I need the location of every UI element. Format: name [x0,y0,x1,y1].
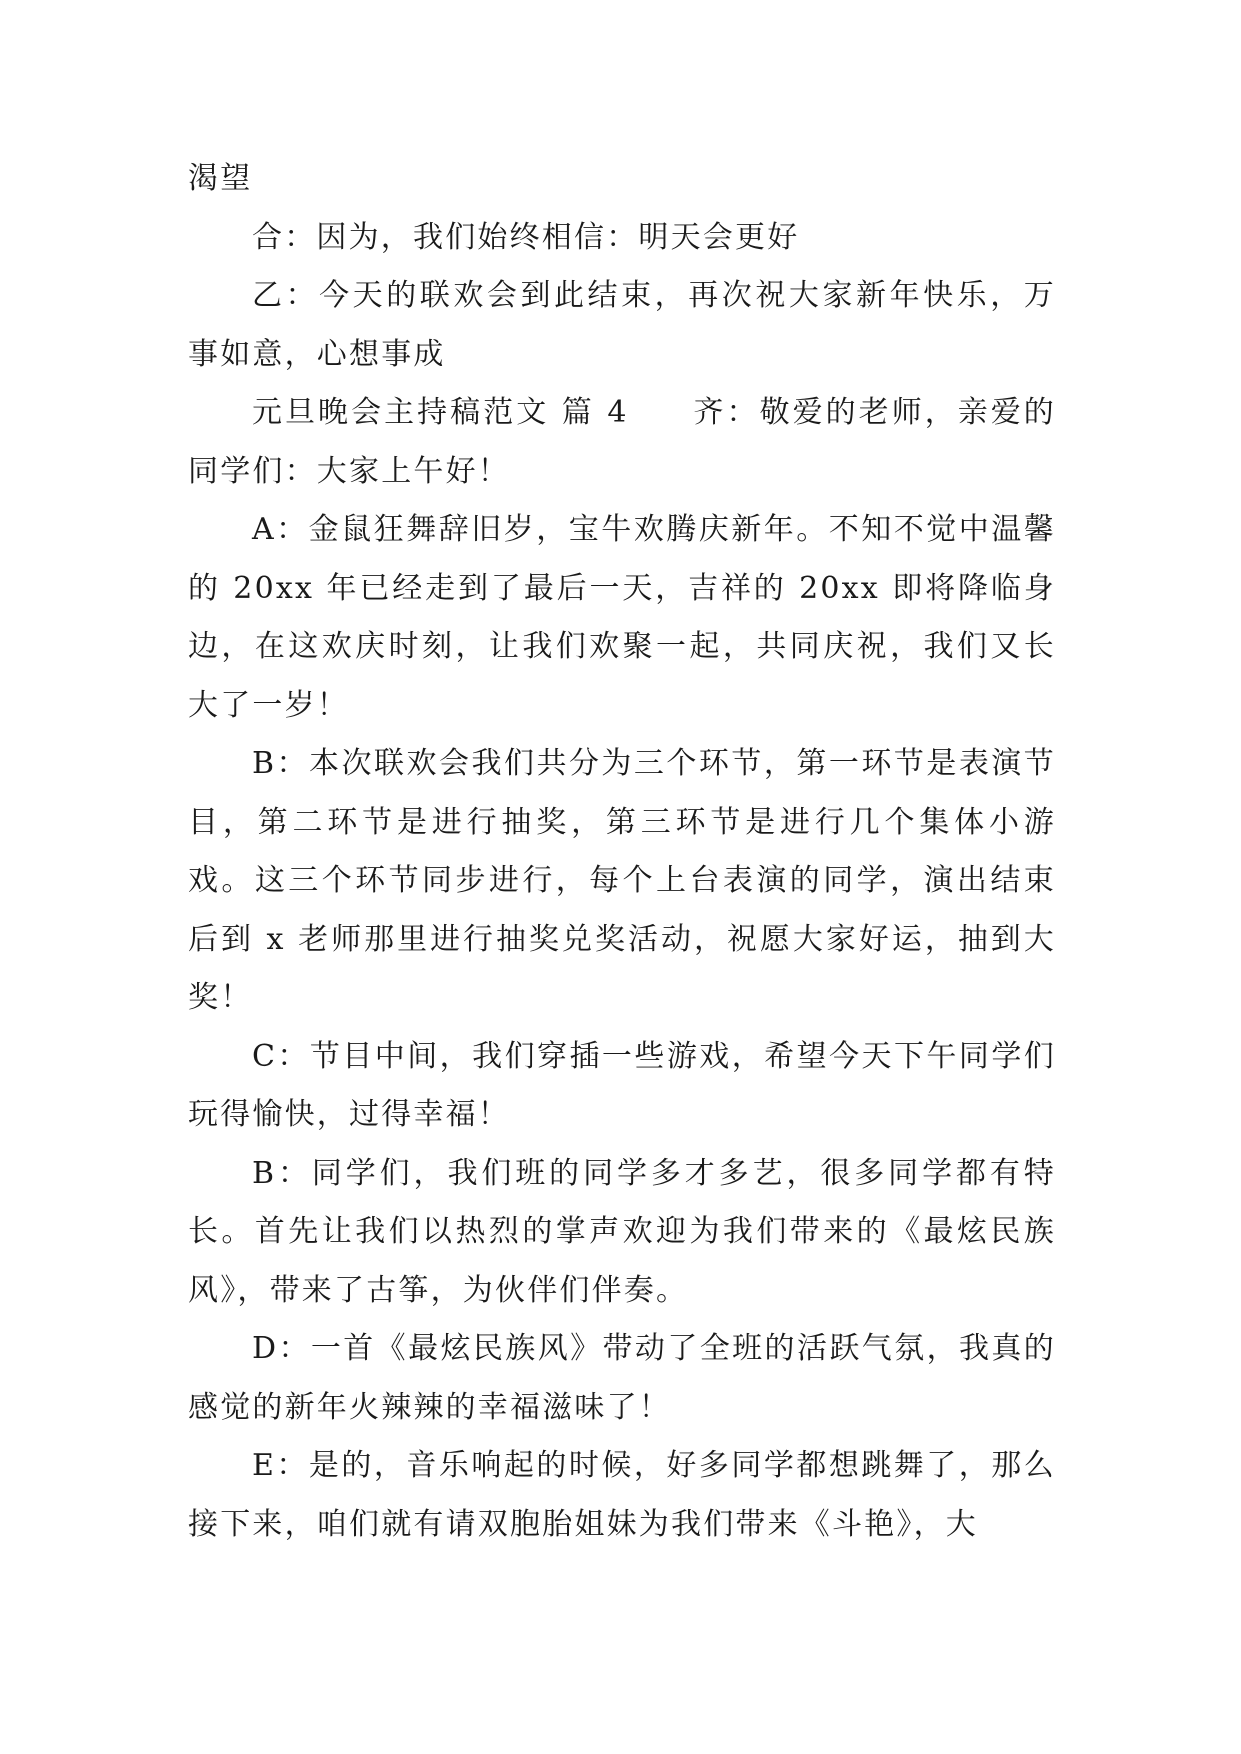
document-body [188,150,1056,1554]
paragraph-host-d: D：一首《最炫民族风》带动了全班的活跃气氛，我真的感觉的新年火辣辣的幸福滋味了！ [188,1331,1056,1425]
paragraph-host-b: B：本次联欢会我们共分为三个环节，第一环节是表演节目，第二环节是进行抽奖，第三环节是进行几个集体小游戏。这三个环节同步进行，每个上台表演的同学，演出结束后到 x 老师那里进行抽奖兑奖活动，祝愿大家好运，抽到大奖！ [188,746,1056,1015]
paragraph-continuation: 渴望 [188,161,253,196]
opening-greeting: 齐：敬爱的老师，亲爱的同学们：大家上午好！ [188,395,1057,489]
paragraph-host-b-2: B：同学们，我们班的同学多才多艺，很多同学都有特长。首先让我们以热烈的掌声欢迎为我们带来的《最炫民族风》，带来了古筝，为伙伴们伴奏。 [188,1155,1056,1308]
section-heading: 元旦晚会主持稿范文 篇 4 [252,395,629,430]
paragraph-together-line: 合：因为，我们始终相信：明天会更好 [252,219,800,255]
paragraph-host-c: C：节目中间，我们穿插一些游戏，希望今天下午同学们玩得愉快，过得幸福！ [188,1038,1056,1132]
paragraph-host-e: E：是的，音乐响起的时候，好多同学都想跳舞了，那么接下来，咱们就有请双胞胎姐妹为我们带来《斗艳》，大 [188,1448,1056,1542]
paragraph-section-heading [188,384,1056,501]
paragraph-host-a: A：金鼠狂舞辞旧岁，宝牛欢腾庆新年。不知不觉中温馨的 20xx 年已经走到了最后一天，吉祥的 20xx 即将降临身边，在这欢庆时刻，让我们欢聚一起，共同庆祝，我们又长大了一岁！ [188,512,1056,723]
paragraph-closing-line: 乙：今天的联欢会到此结束，再次祝大家新年快乐，万事如意，心想事成 [188,278,1056,372]
